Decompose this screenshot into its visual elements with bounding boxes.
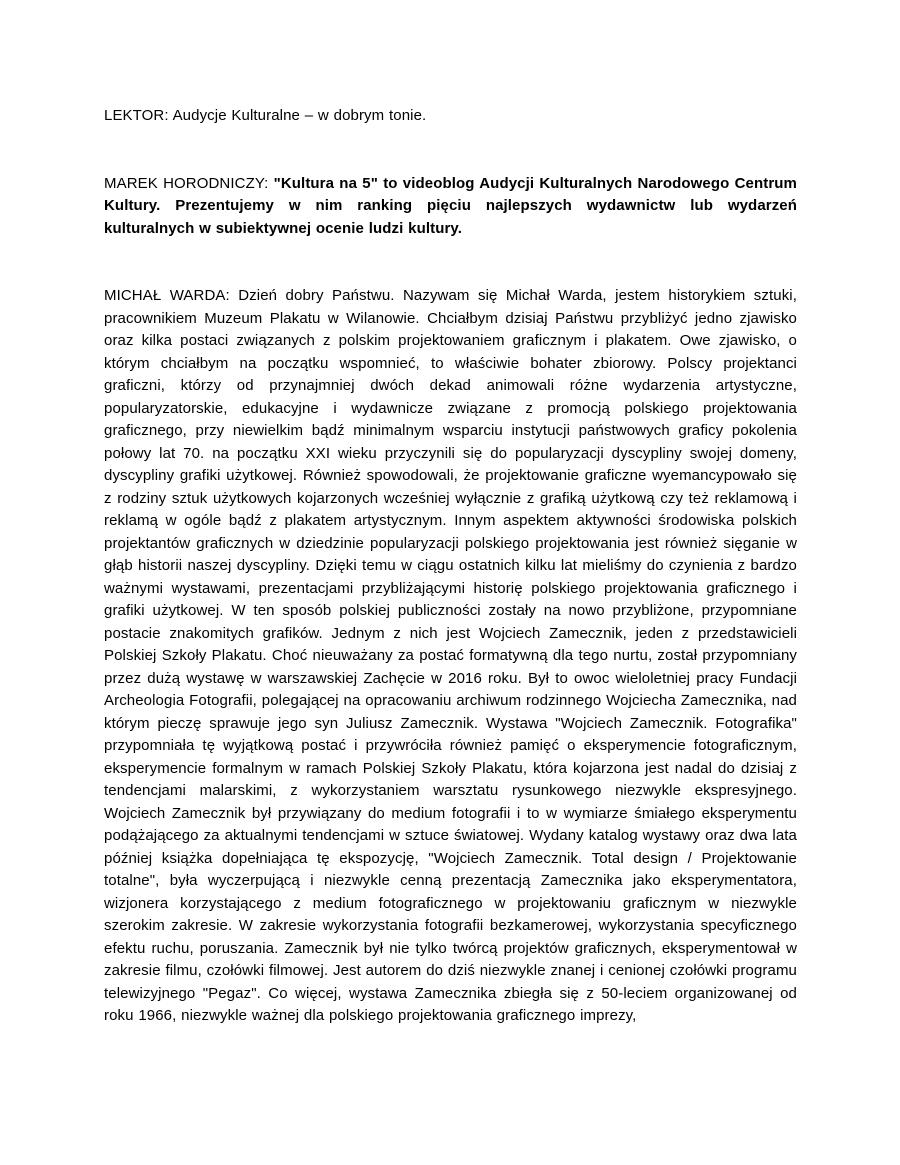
speaker-label-lektor: LEKTOR: bbox=[104, 107, 169, 124]
speech-text-marek-horodniczy: "Kultura na 5" to videoblog Audycji Kulturalnych Narodowego Centrum Kultury. Prezentujemy w nim ranking pięciu najlepszych wydawnictw lub wydarzeń kulturalnych w subiektywnej ocenie ludzi kultury. bbox=[104, 174, 797, 237]
speaker-label-michal-warda: MICHAŁ WARDA: bbox=[104, 287, 230, 304]
paragraph-marek-horodniczy bbox=[104, 173, 797, 241]
paragraph-lektor bbox=[104, 105, 797, 128]
speech-text-michal-warda: Dzień dobry Państwu. Nazywam się Michał Warda, jestem historykiem sztuki, pracownikiem Muzeum Plakatu w Wilanowie. Chciałbym dzisiaj Państwu przybliżyć jedno zjawisko oraz kilka postaci związanych z polskim projektowaniem graficznym i plakatem. Owe zjawisko, o którym chciałbym na początku wspomnieć, to właściwie bohater zbiorowy. Polscy projektanci graficzni, którzy od przynajmniej dwóch dekad animowali różne wydarzenia artystyczne, popularyzatorskie, edukacyjne i wydawnicze związane z promocją polskiego projektowania graficznego, przy niewielkim bądź minimalnym wsparciu instytucji państwowych graficy pokolenia połowy lat 70. na początku XXI wieku przyczynili się do popularyzacji dyscypliny swojej domeny, dyscypliny grafiki użytkowej. Również spowodowali, że projektowanie graficzne wyemancypowało się z rodziny sztuk użytkowych kojarzonych wcześniej wyłącznie z grafiką użytkową czy też reklamową i reklamą w ogóle bądź z plakatem artystycznym. Innym aspektem aktywności środowiska polskich projektantów graficznych w dziedzinie popularyzacji polskiego projektowania jest również sięganie w głąb historii naszej dyscypliny. Dzięki temu w ciągu ostatnich kilku lat mieliśmy do czynienia z bardzo ważnymi wystawami, prezentacjami przybliżającymi historię polskiego projektowania graficznego i grafiki użytkowej. W ten sposób polskiej publiczności zostały na nowo przybliżone, przypomniane postacie znakomitych grafików. Jednym z nich jest Wojciech Zamecznik, jeden z przedstawicieli Polskiej Szkoły Plakatu. Choć nieuważany za postać formatywną dla tego nurtu, został przypomniany przez dużą wystawę w warszawskiej Zachęcie w 2016 roku. Był to owoc wieloletniej pracy Fundacji Archeologia Fotografii, polegającej na opracowaniu archiwum rodzinnego Wojciecha Zamecznika, nad którym pieczę sprawuje jego syn Juliusz Zamecznik. Wystawa "Wojciech Zamecznik. Fotografika" przypomniała tę wyjątkową postać i przywróciła również pamięć o eksperymencie fotograficznym, eksperymencie formalnym w ramach Polskiej Szkoły Plakatu, która kojarzona jest nadal do dzisiaj z tendencjami malarskimi, z wykorzystaniem warsztatu rysunkowego niezwykle ekspresyjnego. Wojciech Zamecznik był przywiązany do medium fotografii i to w wymiarze śmiałego eksperymentu podążającego za aktualnymi tendencjami w sztuce światowej. Wydany katalog wystawy oraz dwa lata później książka dopełniająca tę ekspozycję, "Wojciech Zamecznik. Total design / Projektowanie totalne", była wyczerpującą i niezwykle cenną prezentacją Zamecznika jako eksperymentatora, wizjonera korzystającego z medium fotograficznego w projektowaniu graficznym w niezwykle szerokim zakresie. W zakresie wykorzystania fotografii bezkamerowej, wykorzystania specyficznego efektu ruchu, poruszania. Zamecznik był nie tylko twórcą projektów graficznych, eksperymentował w zakresie filmu, czołówki filmowej. Jest autorem do dziś niezwykle znanej i cenionej czołówki programu telewizyjnego "Pegaz". Co więcej, wystawa Zamecznika zbiegła się z 50-leciem organizowanej od roku 1966, niezwykle ważnej dla polskiego projektowania graficznego imprezy, bbox=[104, 287, 797, 1024]
paragraph-michal-warda bbox=[104, 285, 797, 1028]
speech-text-lektor: Audycje Kulturalne – w dobrym tonie. bbox=[172, 107, 427, 124]
speaker-label-marek-horodniczy: MAREK HORODNICZY: bbox=[104, 174, 269, 192]
